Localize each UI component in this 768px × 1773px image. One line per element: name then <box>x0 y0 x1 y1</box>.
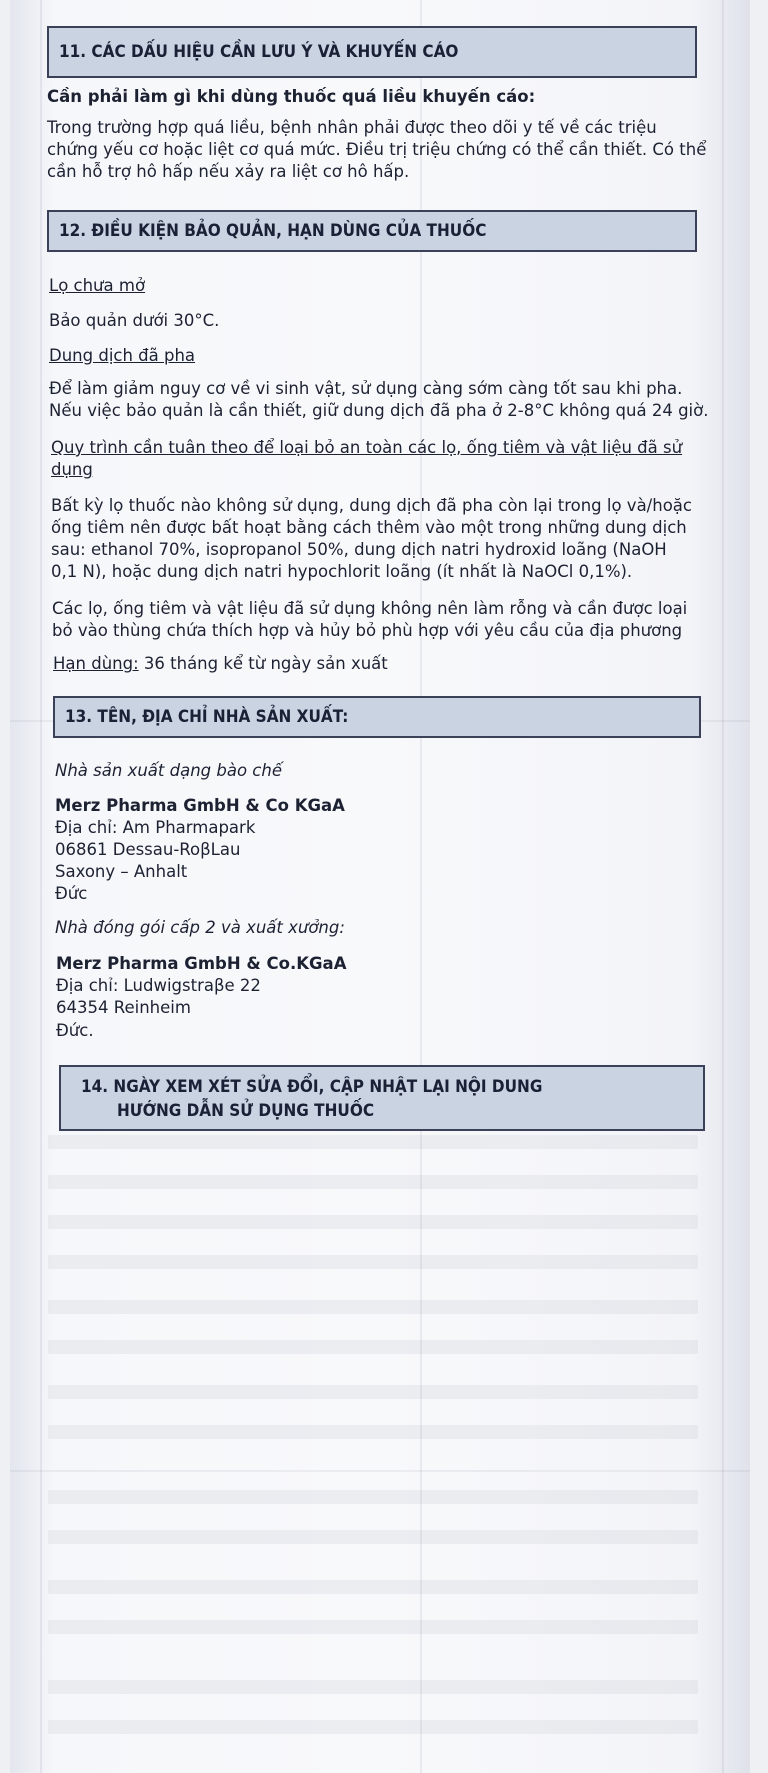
text-line: ống tiêm nên được bất hoạt bằng cách thêm vào một trong những dung dịch <box>51 518 687 537</box>
section-11-question: Cần phải làm gì khi dùng thuốc quá liều khuyến cáo: <box>47 87 536 106</box>
address-line: Địa chỉ: Am Pharmapark <box>55 818 256 837</box>
text-line: Để làm giảm nguy cơ về vi sinh vật, sử dụng càng sớm càng tốt sau khi pha. <box>49 379 683 398</box>
section-14-heading <box>59 1065 705 1131</box>
manufacturer-name: Merz Pharma GmbH & Co KGaA <box>55 796 345 815</box>
address-line: Địa chỉ: Ludwigstraβe 22 <box>56 976 261 995</box>
subheading-disposal: Quy trình cần tuân theo để loại bỏ an toàn các lọ, ống tiêm và vật liệu đã sử <box>51 438 683 457</box>
document-page <box>10 0 750 1773</box>
fold-line <box>420 0 422 1773</box>
address-line: 06861 Dessau-RoβLau <box>55 840 241 859</box>
text-line: sau: ethanol 70%, isopropanol 50%, dung dịch natri hydroxid loãng (NaOH <box>51 540 667 559</box>
section-14-heading-line: HƯỚNG DẪN SỬ DỤNG THUỐC <box>117 1101 375 1121</box>
text-line: Các lọ, ống tiêm và vật liệu đã sử dụng không nên làm rỗng và cần được loại <box>52 599 688 618</box>
section-13-heading: 13. TÊN, ĐỊA CHỈ NHÀ SẢN XUẤT: <box>53 696 701 738</box>
section-14-heading-line: 14. NGÀY XEM XÉT SỬA ĐỔI, CẬP NHẬT LẠI NỘI DUNG <box>81 1077 543 1097</box>
packager-name: Merz Pharma GmbH & Co.KGaA <box>56 954 347 973</box>
address-line: 64354 Reinheim <box>56 998 191 1017</box>
section-11-heading: 11. CÁC DẤU HIỆU CẦN LƯU Ý VÀ KHUYẾN CÁO <box>47 26 697 78</box>
fold-line <box>10 1470 750 1472</box>
address-line: Đức <box>55 884 88 903</box>
section-12-heading: 12. ĐIỀU KIỆN BẢO QUẢN, HẠN DÙNG CỦA THUỐC <box>47 210 697 252</box>
shelf-life <box>53 653 388 675</box>
text-line: Nếu việc bảo quản là cần thiết, giữ dung dịch đã pha ở 2-8°C không quá 24 giờ. <box>49 401 709 420</box>
address-line: Đức. <box>56 1021 94 1040</box>
packager-role: Nhà đóng gói cấp 2 và xuất xưởng: <box>55 918 345 937</box>
manufacturer-role: Nhà sản xuất dạng bào chế <box>55 761 282 780</box>
shelf-life-value: 36 tháng kể từ ngày sản xuất <box>138 654 388 673</box>
storage-temperature: Bảo quản dưới 30°C. <box>49 311 220 330</box>
text-line: Bất kỳ lọ thuốc nào không sử dụng, dung dịch đã pha còn lại trong lọ và/hoặc <box>51 496 692 515</box>
fold-line <box>40 0 42 1773</box>
address-line: Saxony – Anhalt <box>55 862 188 881</box>
shelf-life-label: Hạn dùng: <box>53 654 139 673</box>
text-line: chứng yếu cơ hoặc liệt cơ quá mức. Điều trị triệu chứng có thể cần thiết. Có thể <box>47 140 707 159</box>
text-line: cần hỗ trợ hô hấp nếu xảy ra liệt cơ hô hấp. <box>47 162 410 181</box>
fold-line <box>722 0 724 1773</box>
text-line: Trong trường hợp quá liều, bệnh nhân phải được theo dõi y tế về các triệu <box>47 118 657 137</box>
subheading-reconstituted-solution: Dung dịch đã pha <box>49 346 196 365</box>
subheading-disposal: dụng <box>51 460 93 479</box>
text-line: bỏ vào thùng chứa thích hợp và hủy bỏ phù hợp với yêu cầu của địa phương <box>52 621 683 640</box>
subheading-unopened-vial: Lọ chưa mở <box>49 276 146 295</box>
text-line: 0,1 N), hoặc dung dịch natri hypochlorit loãng (ít nhất là NaOCl 0,1%). <box>51 562 633 581</box>
